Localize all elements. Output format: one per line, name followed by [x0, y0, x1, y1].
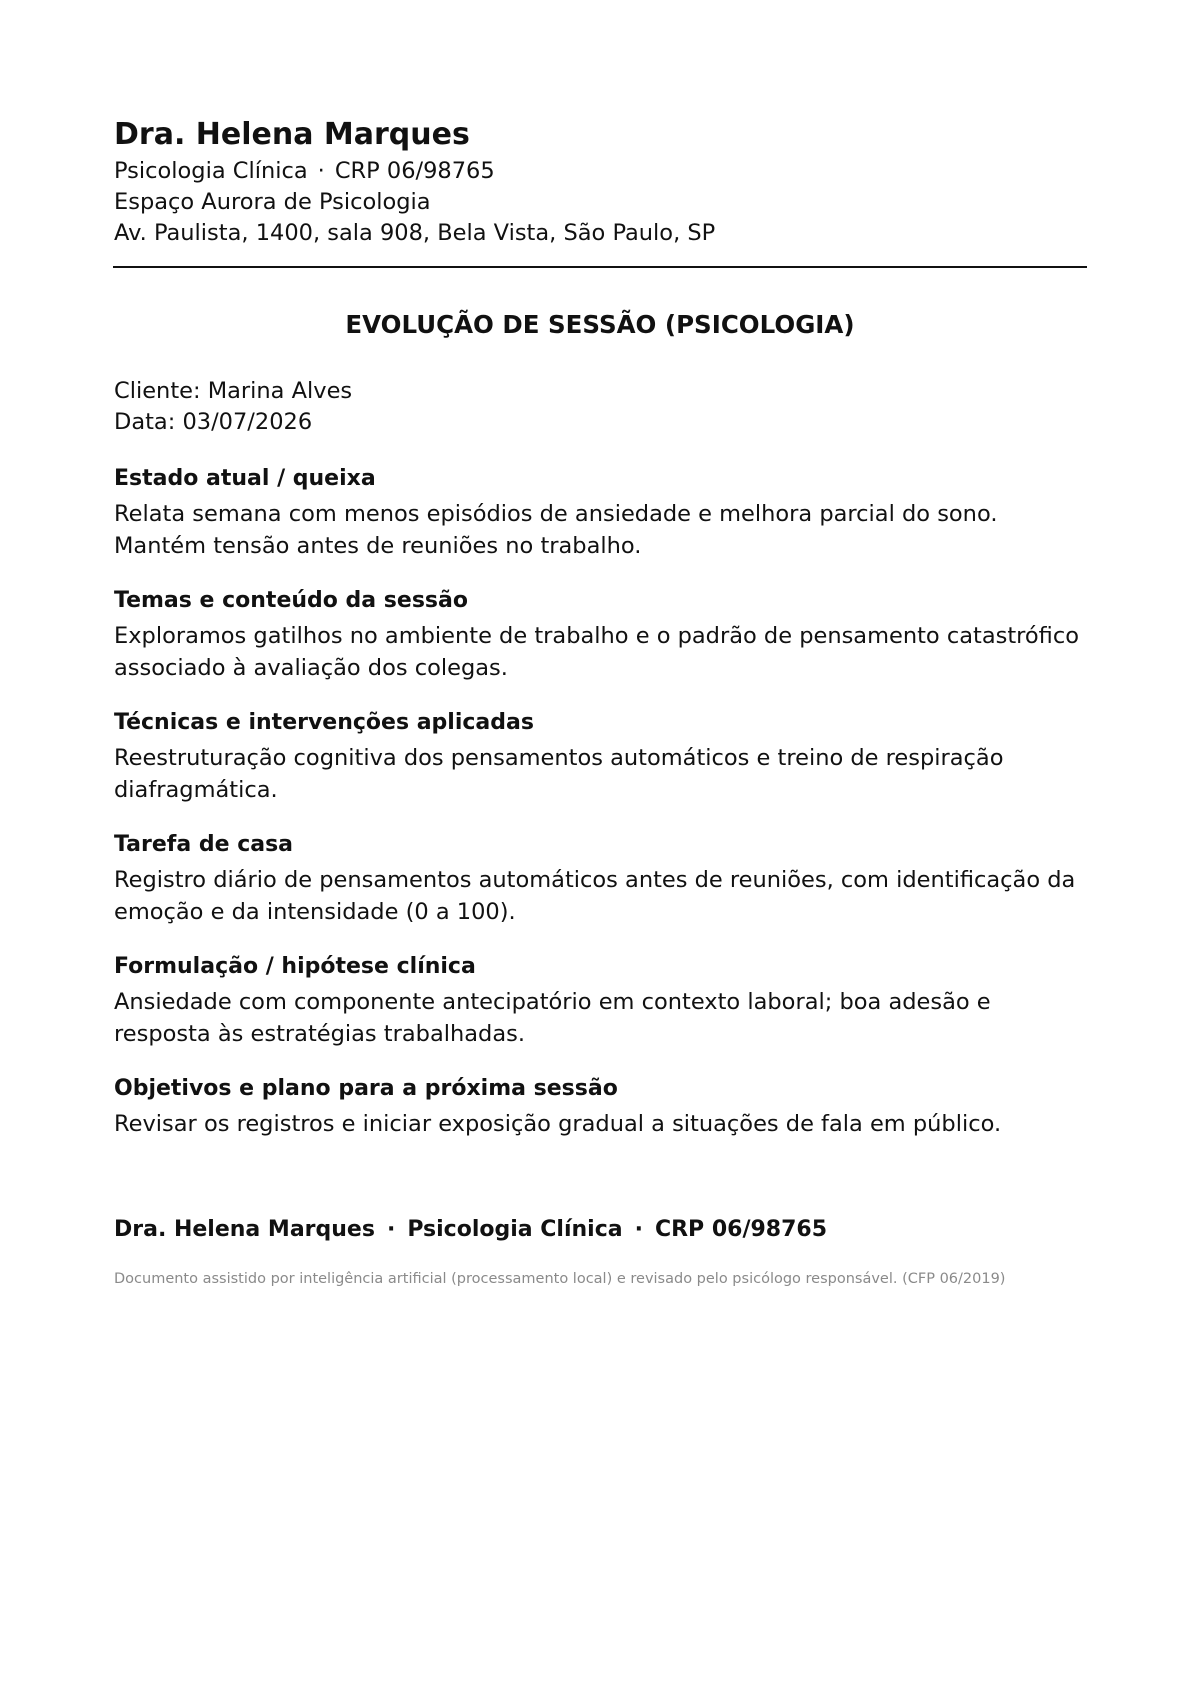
doctor-name: Dra. Helena Marques: [114, 117, 470, 152]
section-title: Objetivos e plano para a próxima sessão: [114, 1076, 618, 1101]
separator-dot: ·: [386, 1217, 396, 1242]
section-body: Reestruturação cognitiva dos pensamentos automáticos e treino de respiração diafragmática.: [114, 745, 1004, 803]
signature-name: Dra. Helena Marques: [114, 1217, 375, 1242]
section-title: Temas e conteúdo da sessão: [114, 588, 468, 613]
section-next-session-plan: [114, 1074, 1086, 1141]
date-line: Data: 03/07/2026: [114, 409, 313, 435]
separator-dot: ·: [317, 158, 325, 184]
section-title: Técnicas e intervenções aplicadas: [114, 710, 534, 735]
ai-disclaimer: Documento assistido por inteligência artificial (processamento local) e revisado pelo psicólogo responsável. (CFP 06/2019): [114, 1271, 1006, 1287]
section-title: Tarefa de casa: [114, 832, 294, 857]
section-current-state: [114, 464, 1086, 562]
section-body: Revisar os registros e iniciar exposição gradual a situações de fala em público.: [114, 1111, 1002, 1137]
section-body: Exploramos gatilhos no ambiente de trabalho e o padrão de pensamento catastrófico associado à avaliação dos colegas.: [114, 623, 1079, 681]
header-divider: [113, 266, 1087, 268]
section-body: Registro diário de pensamentos automáticos antes de reuniões, com identificação da emoção e da intensidade (0 a 100).: [114, 867, 1076, 925]
separator-dot: ·: [634, 1217, 643, 1242]
signature-registration: CRP 06/98765: [654, 1217, 828, 1242]
clinic-name: Espaço Aurora de Psicologia: [114, 189, 431, 215]
signature-line: [114, 1215, 827, 1245]
section-title: Estado atual / queixa: [114, 466, 376, 491]
registration-number: CRP 06/98765: [334, 158, 495, 184]
section-formulation: [114, 952, 1086, 1050]
section-body: Relata semana com menos episódios de ansiedade e melhora parcial do sono. Mantém tensão antes de reuniões no trabalho.: [114, 501, 998, 559]
document-title: EVOLUÇÃO DE SESSÃO (PSICOLOGIA): [345, 310, 855, 339]
clinic-address: Av. Paulista, 1400, sala 908, Bela Vista, São Paulo, SP: [114, 220, 716, 246]
specialty: Psicologia Clínica: [114, 158, 308, 184]
specialty-line: [114, 156, 495, 187]
signature-specialty: Psicologia Clínica: [407, 1217, 623, 1242]
client-line: Cliente: Marina Alves: [114, 378, 353, 404]
section-session-themes: [114, 586, 1086, 684]
section-title: Formulação / hipótese clínica: [114, 954, 476, 979]
section-homework: [114, 830, 1086, 928]
section-body: Ansiedade com componente antecipatório em contexto laboral; boa adesão e resposta às estratégias trabalhadas.: [114, 989, 991, 1047]
section-techniques: [114, 708, 1086, 806]
